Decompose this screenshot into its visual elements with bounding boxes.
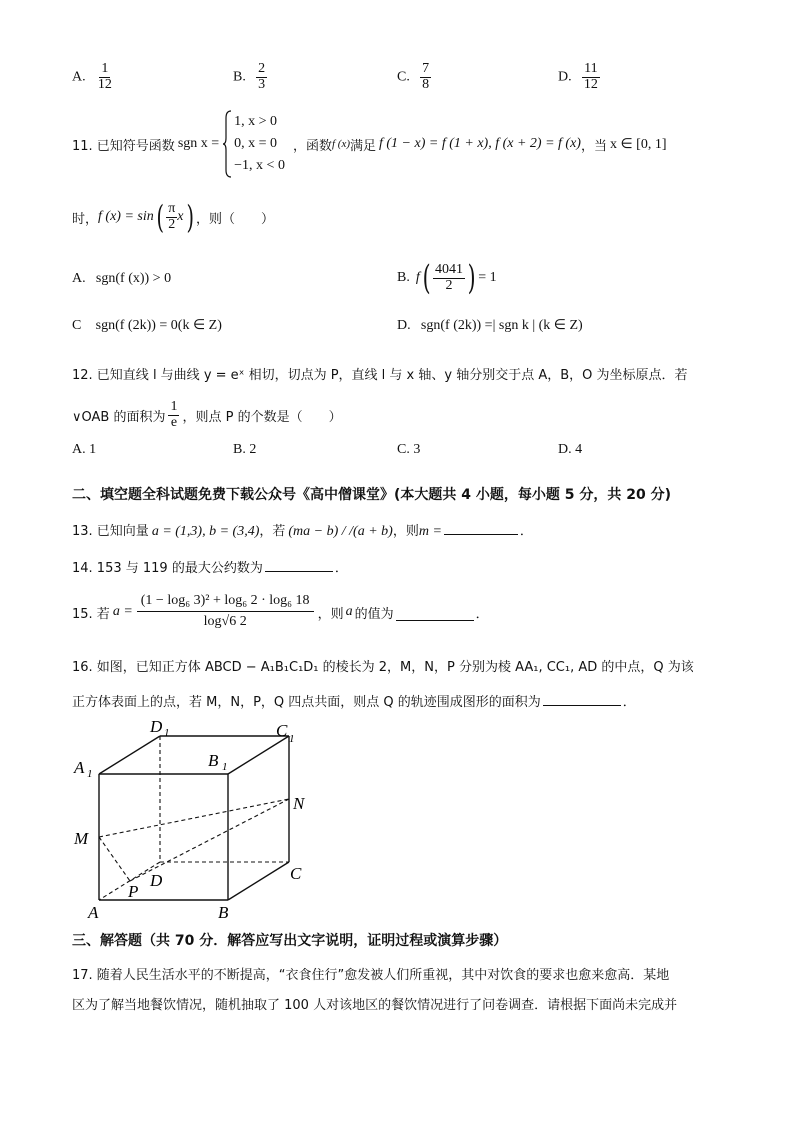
q11-option-b: [397, 256, 497, 300]
option-label: D.: [558, 69, 572, 85]
q11-tail: ，则（ ）: [196, 211, 275, 227]
option-text: sgn(f (2k)) = 0(k ∈ Z): [95, 318, 222, 333]
cube-hidden-edges: [99, 736, 289, 900]
option-tail: = 1: [478, 270, 497, 285]
option-label: C.: [397, 69, 410, 85]
q12-option-a: A. 1: [72, 442, 97, 457]
q15-end: ．: [475, 606, 489, 622]
q11-option-d: [397, 317, 583, 334]
q17-line2: 区为了解当地餐饮情况，随机抽取了 100 人对该地区的餐饮情况进行了问卷调查．请根据下面尚未完成并: [72, 998, 678, 1013]
vertex-label-d: D: [150, 871, 163, 890]
case-positive: 1, x > 0: [234, 114, 278, 129]
fraction-numerator: π: [168, 200, 176, 216]
fraction-numerator: 4041: [435, 261, 463, 277]
q14-end: ．: [334, 561, 348, 576]
vertex-label-a: A: [88, 903, 99, 922]
answer-blank[interactable]: [444, 533, 518, 535]
option-f: f: [415, 270, 420, 285]
answer-blank[interactable]: [543, 704, 621, 706]
option-label: B.: [233, 69, 246, 85]
fraction-denominator: 2: [168, 216, 176, 232]
q15-a-eq: a =: [112, 604, 133, 619]
subscript: 1: [164, 727, 170, 739]
q13-prefix: 13. 已知向量: [72, 524, 149, 539]
paren-left: (: [156, 198, 164, 236]
q13-condition: (ma − b) / /(a + b): [288, 524, 393, 539]
q10-option-d: [558, 62, 600, 92]
q13-m: m =: [418, 524, 442, 539]
case-negative: −1, x < 0: [234, 158, 285, 173]
q11-sgn: sgn x =: [177, 136, 220, 151]
option-label: C: [72, 318, 82, 333]
option-label: D.: [397, 318, 411, 333]
vertex-label-c: C: [290, 864, 302, 883]
option-label: B.: [397, 270, 410, 285]
q13-then: ，则: [392, 524, 419, 539]
q15-a: a: [345, 604, 353, 619]
q10-option-a: [72, 62, 114, 92]
q11-interval: x ∈ [0, 1]: [609, 136, 667, 152]
q12-option-b: B. 2: [233, 442, 257, 457]
q11-x: x: [177, 209, 184, 224]
q12-option-d: D. 4: [558, 442, 583, 457]
q11-when: ，当: [580, 138, 607, 154]
q12-line2-prefix: ∨OAB 的面积为: [72, 409, 166, 425]
q11-fx: f (x): [331, 138, 350, 150]
paren-left: (: [422, 258, 431, 298]
paren-right: ): [467, 258, 476, 298]
q11-function: f (x) = sin: [98, 209, 154, 224]
answer-blank[interactable]: [265, 570, 333, 572]
option-label: A.: [72, 271, 86, 286]
fraction-denominator: 8: [422, 76, 430, 92]
brace-icon: [222, 110, 232, 178]
q13-end: ．: [519, 524, 533, 539]
q11-stem: [72, 108, 667, 180]
point-label-m: M: [74, 829, 89, 848]
q12-line2: [72, 394, 342, 436]
question-13: [72, 520, 533, 540]
cube-solid-edges: [99, 736, 289, 900]
q11-line2-prefix: 时，: [72, 211, 99, 227]
fraction-denominator: 12: [583, 76, 598, 92]
subscript: 1: [289, 733, 295, 745]
vertex-label-d1: D: [150, 717, 163, 736]
fraction-denominator: 12: [97, 76, 112, 92]
section-3-heading: 三、解答题（共 70 分．解答应写出文字说明，证明过程或演算步骤）: [72, 933, 508, 949]
q12-line1: 12. 已知直线 l 与曲线 y = eˣ 相切，切点为 P，直线 l 与 x 轴、y 轴分别交于点 A，B，O 为坐标原点．若: [72, 368, 688, 383]
vertex-label-b: B: [218, 903, 229, 922]
fraction-denominator: log√6 2: [203, 614, 247, 629]
q17-line1: 17. 随着人民生活水平的不断提高，“衣食住行”愈发被人们所重视，其中对饮食的要求也愈来愈高．某地: [72, 968, 670, 983]
q11-satisfy: 满足: [349, 138, 376, 154]
subscript: 1: [222, 761, 228, 773]
vertex-label-b1: B: [208, 751, 219, 770]
question-15: [72, 588, 489, 636]
q16-end: ．: [622, 695, 636, 710]
paren-right: ): [186, 198, 194, 236]
fraction-numerator: 2: [258, 61, 266, 76]
answer-blank[interactable]: [396, 619, 474, 621]
fraction-numerator: 11: [584, 61, 598, 76]
point-label-p: P: [128, 882, 139, 901]
section-2-heading: 二、填空题全科试题免费下载公众号《高中僧课堂》(本大题共 4 小题，每小题 5 分，共 20 分): [72, 487, 672, 503]
q10-option-c: [397, 62, 431, 92]
q11-option-c: [72, 317, 222, 334]
q15-value-of: 的值为: [354, 606, 394, 622]
fraction-denominator: e: [170, 414, 178, 430]
q10-option-b: [233, 62, 267, 92]
q11-line2: [72, 196, 274, 238]
q11-prefix: 11. 已知符号函数: [72, 138, 175, 154]
q11-cases: [234, 111, 285, 177]
q15-prefix: 15. 若: [72, 606, 110, 622]
q15-then: ，则: [317, 606, 344, 622]
q11-mid: ，函数: [292, 138, 332, 154]
cube-figure: [60, 714, 330, 924]
q11-option-a: [72, 270, 171, 287]
fraction-numerator: 1: [101, 61, 109, 76]
fraction-numerator: 7: [422, 61, 430, 76]
fraction-denominator: 2: [445, 277, 453, 293]
option-text: sgn(f (2k)) =| sgn k | (k ∈ Z): [420, 318, 583, 333]
q12-option-c: C. 3: [397, 442, 421, 457]
q12-line2-suffix: ，则点 P 的个数是（ ）: [182, 409, 342, 425]
q11-condition: f (1 − x) = f (1 + x), f (x + 2) = f (x): [379, 136, 581, 151]
q16-line2: [72, 691, 636, 710]
option-text: sgn(f (x)) > 0: [95, 271, 172, 286]
fraction-denominator: 3: [258, 76, 266, 92]
option-label: A.: [72, 69, 86, 85]
fraction-numerator: 1: [170, 398, 178, 414]
fraction-numerator: (1 − log₆ 3)² + log₆ 2 · log₆ 18: [137, 594, 314, 612]
case-zero: 0, x = 0: [234, 136, 278, 151]
q16-line2-text: 正方体表面上的点，若 M，N，P，Q 四点共面，则点 Q 的轨迹围成图形的面积为: [72, 695, 541, 710]
q13-vectors: a = (1,3), b = (3,4): [151, 524, 260, 539]
vertex-label-c1: C: [276, 721, 288, 740]
question-14: [72, 557, 348, 576]
q14-text: 14. 153 与 119 的最大公约数为: [72, 561, 263, 576]
point-label-n: N: [293, 794, 305, 813]
q13-if: ，若: [259, 524, 286, 539]
q16-line1: 16. 如图，已知正方体 ABCD − A₁B₁C₁D₁ 的棱长为 2，M，N，P 分别为棱 AA₁, CC₁, AD 的中点，Q 为该: [72, 660, 694, 675]
vertex-label-a1: A: [74, 758, 85, 777]
subscript: 1: [87, 768, 93, 780]
